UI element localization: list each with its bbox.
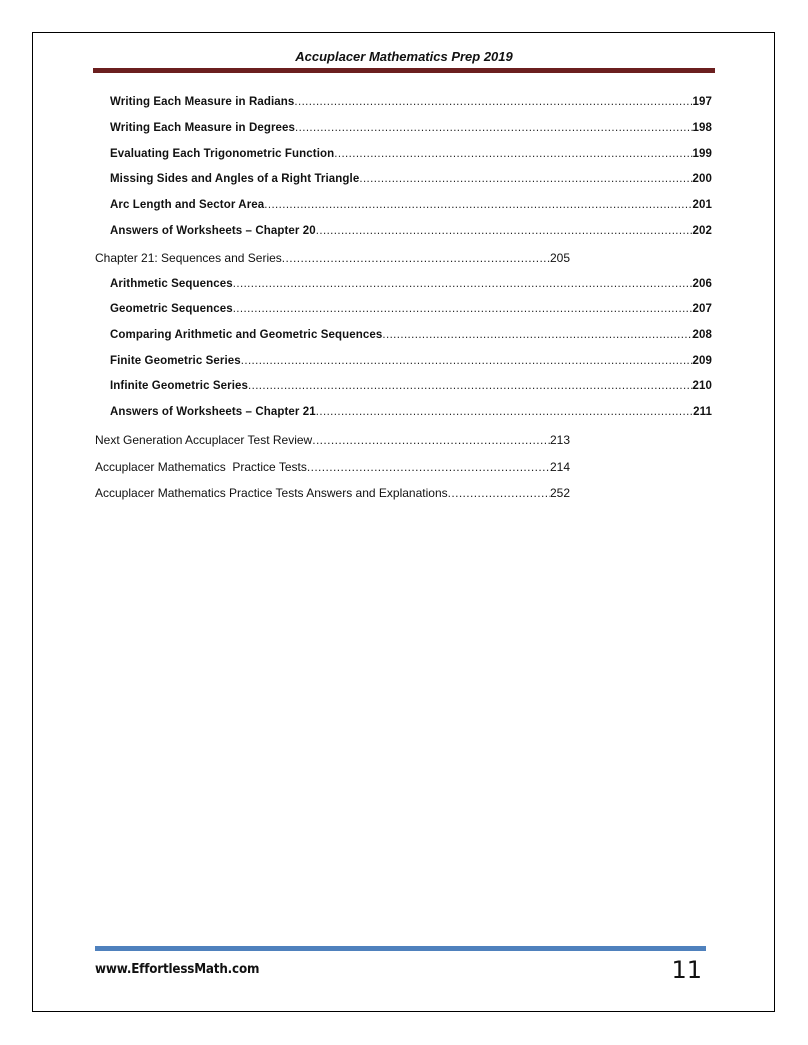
toc-entry-label: Accuplacer Mathematics Practice Tests Answers and Explanations	[95, 486, 448, 500]
toc-entry[interactable]	[110, 380, 712, 392]
dot-leader	[382, 329, 692, 341]
toc-entry-page: 198	[692, 122, 712, 134]
toc-entry-page: 197	[692, 96, 712, 108]
toc-chapter-entry[interactable]	[95, 460, 570, 474]
toc-entry-page: 211	[693, 406, 712, 418]
toc-entry-label: Finite Geometric Series	[110, 355, 241, 367]
toc-entry-label: Evaluating Each Trigonometric Function	[110, 148, 335, 160]
footer-website-link[interactable]: www.EffortlessMath.com	[95, 962, 260, 977]
toc-entry-page: 210	[692, 380, 712, 392]
toc-entry-page: 209	[692, 355, 712, 367]
footer-rule	[95, 946, 706, 951]
dot-leader	[294, 96, 692, 108]
toc-entry-page: 208	[692, 329, 712, 341]
toc-entry-page: 202	[692, 225, 712, 237]
toc-entry-label: Answers of Worksheets – Chapter 21	[110, 406, 316, 418]
toc-chapter-entry[interactable]	[95, 433, 570, 447]
running-header-title: Accuplacer Mathematics Prep 2019	[295, 49, 513, 64]
dot-leader	[334, 148, 692, 160]
toc-entry[interactable]	[110, 329, 712, 341]
dot-leader	[359, 173, 692, 185]
dot-leader	[312, 433, 550, 447]
dot-leader	[248, 380, 693, 392]
toc-entry[interactable]	[110, 148, 712, 160]
dot-leader	[233, 278, 693, 290]
dot-leader	[282, 251, 550, 265]
toc-chapter-entry[interactable]	[95, 486, 570, 500]
toc-entry-label: Writing Each Measure in Degrees	[110, 122, 296, 134]
toc-entry-label: Arithmetic Sequences	[110, 278, 233, 290]
dot-leader	[307, 460, 550, 474]
toc-entry[interactable]	[110, 122, 712, 134]
toc-entry-page: 199	[692, 148, 712, 160]
toc-entry[interactable]	[110, 173, 712, 185]
dot-leader	[241, 355, 693, 367]
toc-entry-page: 206	[692, 278, 712, 290]
toc-entry[interactable]	[110, 303, 712, 315]
toc-entry[interactable]	[110, 199, 712, 211]
table-of-contents	[0, 0, 808, 520]
toc-entry-label: Next Generation Accuplacer Test Review	[95, 433, 313, 447]
toc-entry-page: 207	[692, 303, 712, 315]
toc-entry-label: Chapter 21: Sequences and Series	[95, 251, 282, 265]
toc-entry-label: Geometric Sequences	[110, 303, 233, 315]
toc-entry[interactable]	[110, 355, 712, 367]
dot-leader	[233, 303, 693, 315]
toc-entry-label: Writing Each Measure in Radians	[110, 96, 295, 108]
toc-entry-page: 213	[549, 433, 570, 447]
toc-entry[interactable]	[110, 278, 712, 290]
toc-entry-label: Missing Sides and Angles of a Right Triangle	[110, 173, 360, 185]
toc-entry[interactable]	[110, 406, 712, 418]
toc-entry-label: Comparing Arithmetic and Geometric Sequences	[110, 329, 383, 341]
dot-leader	[316, 406, 693, 418]
toc-entry-page: 201	[692, 199, 712, 211]
toc-entry-label: Arc Length and Sector Area	[110, 199, 265, 211]
toc-entry-label: Infinite Geometric Series	[110, 380, 248, 392]
toc-entry[interactable]	[110, 225, 712, 237]
dot-leader	[264, 199, 692, 211]
dot-leader	[295, 122, 692, 134]
toc-entry-label: Accuplacer Mathematics Practice Tests	[95, 460, 307, 474]
dot-leader	[316, 225, 693, 237]
toc-entry-page: 252	[549, 486, 570, 500]
toc-chapter-entry[interactable]	[95, 251, 570, 265]
toc-entry[interactable]	[110, 96, 712, 108]
toc-entry-label: Answers of Worksheets – Chapter 20	[110, 225, 316, 237]
toc-entry-page: 214	[549, 460, 570, 474]
toc-entry-page: 200	[692, 173, 712, 185]
page-number: 11	[671, 956, 702, 984]
dot-leader	[448, 486, 550, 500]
toc-entry-page: 205	[549, 251, 570, 265]
